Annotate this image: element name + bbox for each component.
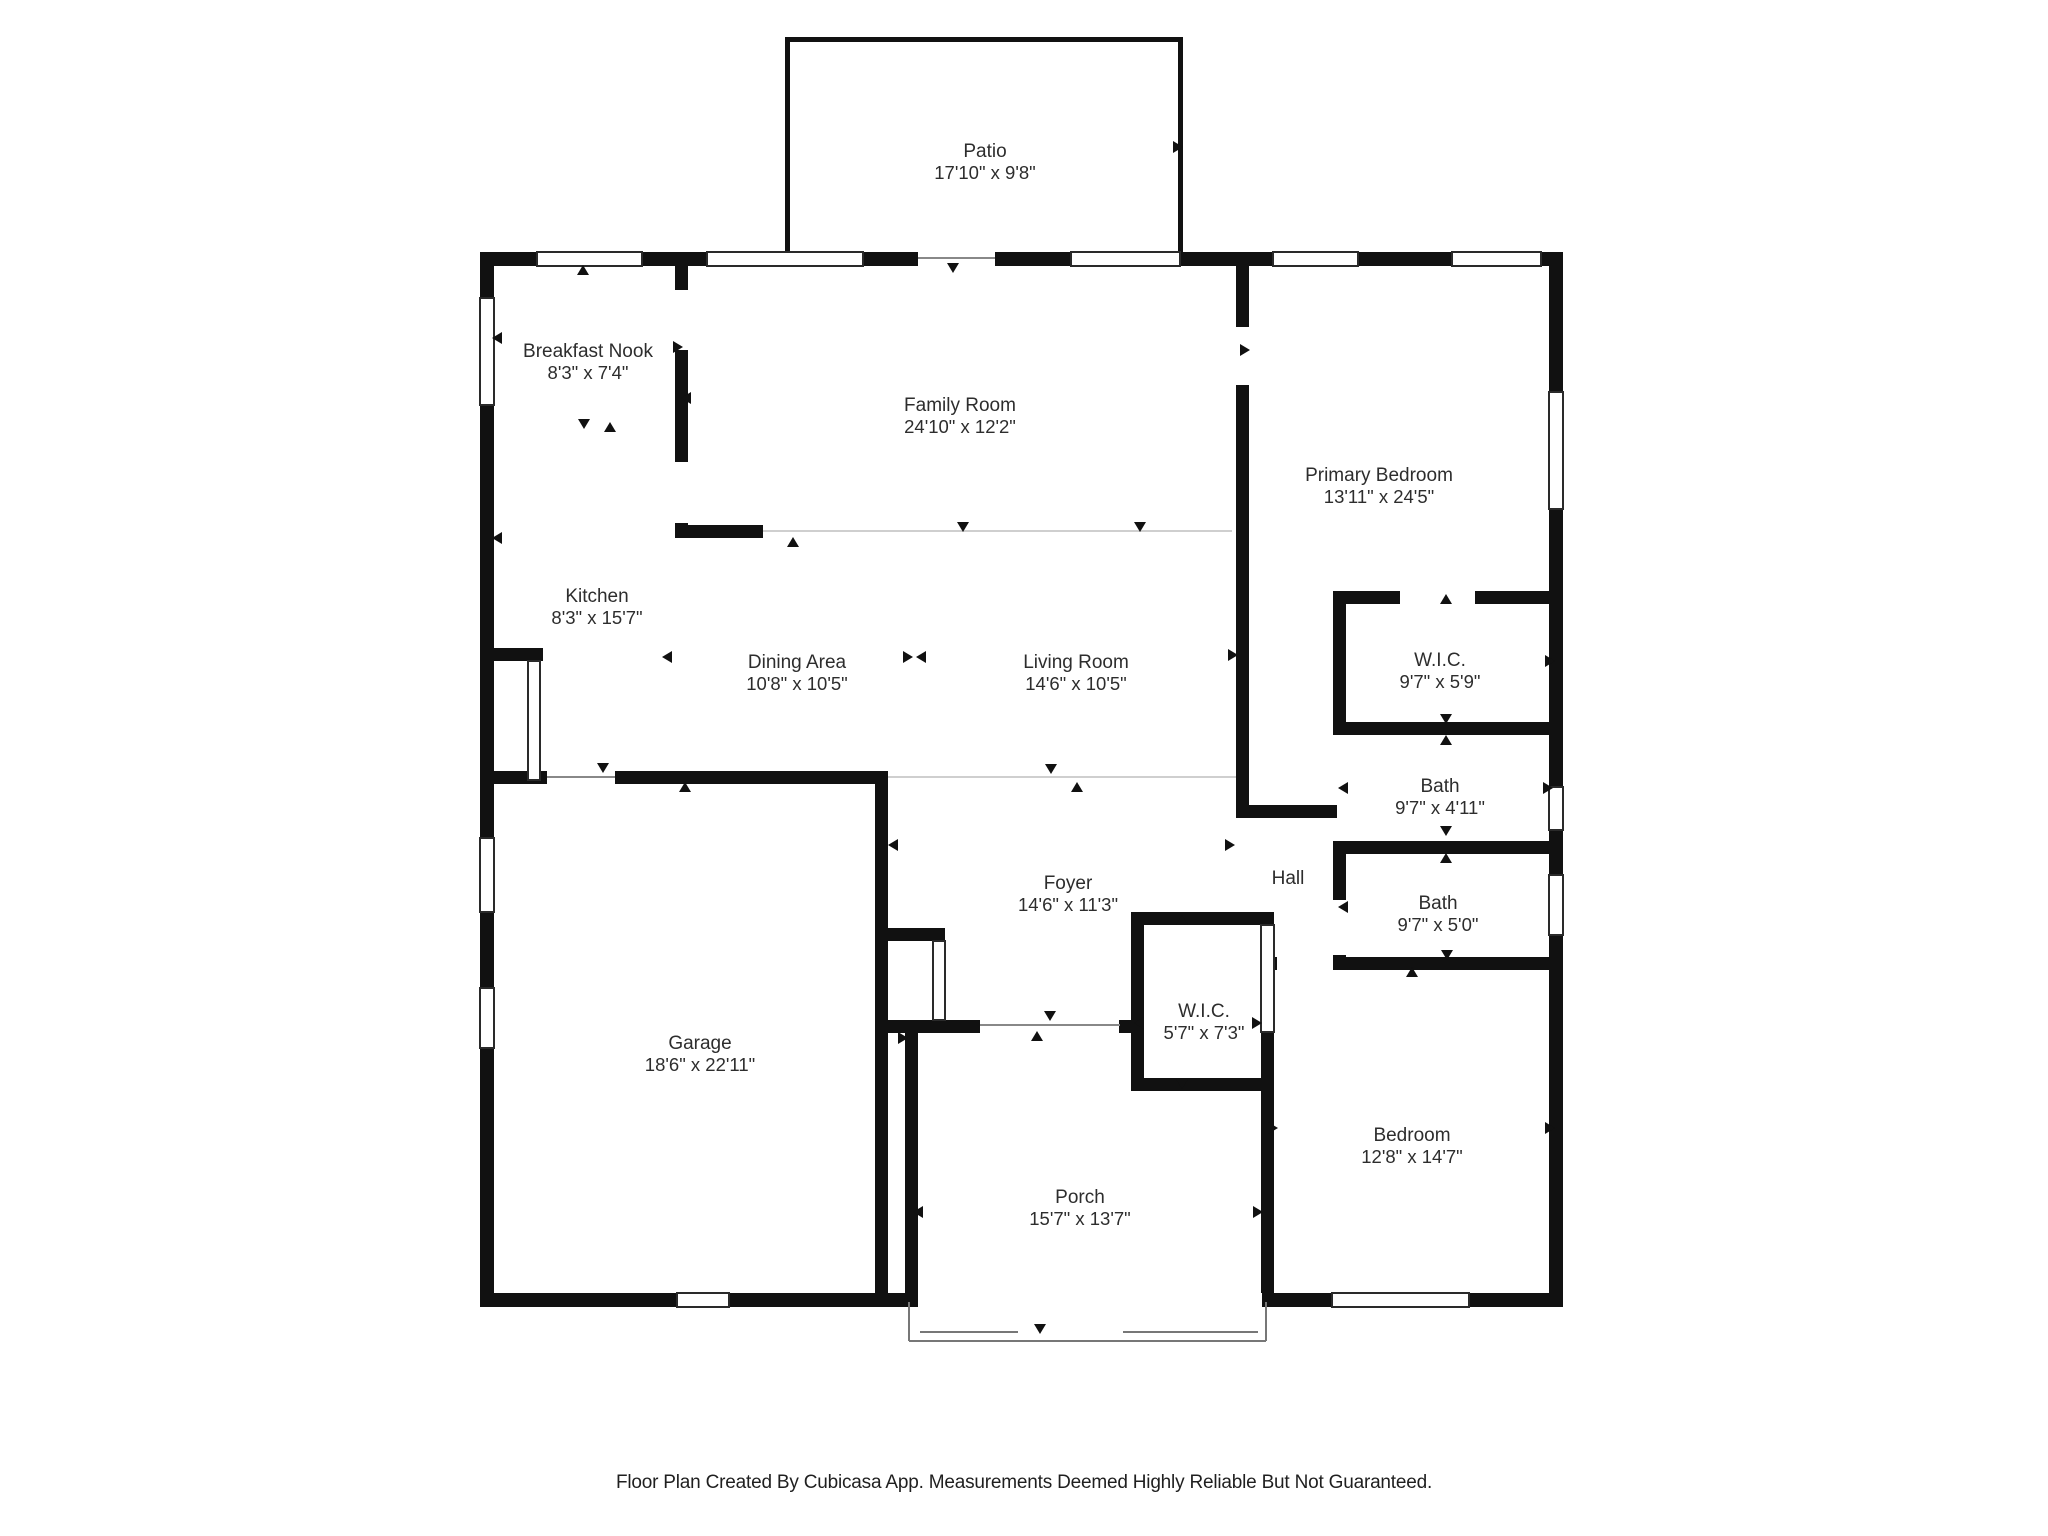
door-arrow-icon	[1225, 839, 1235, 851]
window-icon	[480, 838, 494, 912]
wall-segment	[480, 912, 494, 988]
wall-segment	[1131, 912, 1274, 925]
wall-segment	[995, 252, 1071, 266]
room-label-hall	[1272, 868, 1305, 889]
door-arrow-icon	[662, 651, 672, 663]
wall-segment	[729, 1293, 918, 1307]
room-name: Garage	[668, 1033, 732, 1054]
room-label-family-room	[904, 395, 1016, 437]
room-name: Dining Area	[747, 652, 847, 673]
door-arrow-icon	[1338, 782, 1348, 794]
wall-segment	[1131, 1078, 1274, 1091]
room-dimensions: 15'7" x 13'7"	[1029, 1208, 1131, 1229]
room-name: Bedroom	[1373, 1125, 1451, 1146]
window-icon	[480, 988, 494, 1048]
room-label-kitchen	[551, 586, 642, 628]
door-arrow-icon	[1044, 1011, 1056, 1021]
room-label-patio	[934, 141, 1035, 183]
wall-segment	[1236, 805, 1337, 818]
room-name: Hall	[1271, 868, 1305, 889]
wall-segment	[615, 771, 888, 784]
door-arrow-icon	[1240, 344, 1250, 356]
room-dimensions: 13'11" x 24'5"	[1323, 486, 1435, 507]
wall-segment	[1261, 1090, 1274, 1293]
wall-segment	[905, 1033, 918, 1293]
door-arrow-icon	[947, 263, 959, 273]
window-icon	[1452, 252, 1541, 266]
room-dimensions: 9'7" x 4'11"	[1395, 797, 1485, 818]
room-dimensions: 14'6" x 11'3"	[1017, 894, 1119, 915]
door-arrow-icon	[903, 651, 913, 663]
room-label-breakfast-nook	[523, 341, 653, 383]
window-icon	[528, 661, 540, 780]
wall-segment	[1549, 830, 1563, 875]
room-label-garage	[645, 1033, 755, 1075]
window-icon	[677, 1293, 729, 1307]
wall-segment	[1236, 385, 1249, 808]
wall-segment	[1333, 957, 1549, 970]
window-icon	[1332, 1293, 1469, 1307]
wall-segment	[1262, 1293, 1332, 1307]
door-arrow-icon	[1045, 764, 1057, 774]
room-label-primary-bedroom	[1305, 465, 1453, 507]
wall-segment	[675, 266, 688, 290]
room-name: Bath	[1420, 776, 1460, 797]
room-label-living-room	[1023, 652, 1129, 694]
room-name: Porch	[1055, 1187, 1105, 1208]
room-name: Kitchen	[565, 586, 629, 607]
door-arrow-icon	[1338, 901, 1348, 913]
wall-segment	[1180, 252, 1273, 266]
room-dimensions: 8'3" x 15'7"	[551, 607, 643, 628]
window-icon	[1549, 787, 1563, 830]
room-label-wic-primary	[1400, 650, 1481, 692]
wall-segment	[1549, 252, 1563, 392]
door-arrow-icon	[604, 422, 616, 432]
window-icon	[1071, 252, 1180, 266]
wall-segment	[1333, 854, 1346, 900]
room-label-wic-hall	[1164, 1001, 1245, 1043]
wall-segment	[1131, 925, 1144, 1090]
window-icon	[933, 941, 945, 1020]
door-arrow-icon	[1031, 1031, 1043, 1041]
wall-segment	[785, 37, 1183, 42]
wall-segment	[675, 525, 763, 538]
room-name: Primary Bedroom	[1305, 465, 1453, 486]
wall-segment	[785, 37, 790, 252]
room-name: Foyer	[1043, 873, 1093, 894]
room-dimensions: 24'10" x 12'2"	[904, 416, 1016, 437]
wall-segment	[885, 928, 945, 941]
room-label-foyer	[1018, 873, 1118, 915]
room-label-bedroom	[1361, 1125, 1462, 1167]
wall-segment	[1333, 722, 1549, 735]
wall-segment	[480, 1048, 494, 1307]
room-name: Patio	[963, 141, 1007, 162]
wall-segment	[863, 252, 918, 266]
door-arrow-icon	[597, 763, 609, 773]
wall-segment	[480, 405, 494, 838]
door-arrow-icon	[1440, 735, 1452, 745]
room-dimensions: 5'7" x 7'3"	[1163, 1022, 1245, 1043]
room-label-bath-primary	[1395, 776, 1485, 818]
room-dimensions: 18'6" x 22'11"	[644, 1054, 756, 1075]
room-dimensions: 9'7" x 5'9"	[1399, 671, 1481, 692]
door-arrow-icon	[1440, 853, 1452, 863]
window-icon	[1549, 392, 1563, 509]
door-arrow-icon	[578, 419, 590, 429]
wall-segment	[480, 252, 494, 298]
wall-segment	[642, 252, 707, 266]
room-name: Breakfast Nook	[523, 341, 653, 362]
door-arrow-icon	[787, 537, 799, 547]
door-arrow-icon	[1071, 782, 1083, 792]
room-name: W.I.C.	[1414, 650, 1466, 671]
room-dimensions: 17'10" x 9'8"	[934, 162, 1036, 183]
wall-segment	[1333, 841, 1549, 854]
room-dimensions: 12'8" x 14'7"	[1361, 1146, 1463, 1167]
window-icon	[1273, 252, 1358, 266]
wall-segment	[1549, 935, 1563, 1307]
room-label-porch	[1029, 1187, 1130, 1229]
room-dimensions: 8'3" x 7'4"	[547, 362, 629, 383]
wall-segment	[1236, 266, 1249, 327]
wall-segment	[1358, 252, 1452, 266]
window-icon	[1261, 925, 1274, 1032]
room-name: W.I.C.	[1178, 1001, 1230, 1022]
wall-segment	[1549, 509, 1563, 787]
room-name: Bath	[1418, 893, 1458, 914]
window-icon	[480, 298, 494, 405]
window-icon	[707, 252, 863, 266]
window-icon	[1549, 875, 1563, 935]
wall-segment	[1333, 591, 1346, 733]
room-name: Living Room	[1023, 652, 1129, 673]
room-label-dining-area	[746, 652, 847, 694]
door-arrow-icon	[1440, 594, 1452, 604]
room-name: Family Room	[904, 395, 1016, 416]
wall-segment	[494, 648, 543, 661]
wall-segment	[480, 1293, 677, 1307]
wall-segment	[675, 350, 688, 462]
room-dimensions: 14'6" x 10'5"	[1025, 673, 1127, 694]
room-dimensions: 10'8" x 10'5"	[746, 673, 848, 694]
window-icon	[537, 252, 642, 266]
door-arrow-icon	[1440, 826, 1452, 836]
wall-segment	[1475, 591, 1549, 604]
footer-disclaimer: Floor Plan Created By Cubicasa App. Measurements Deemed Highly Reliable But Not Guaranteed.	[615, 1472, 1433, 1493]
door-arrow-icon	[916, 651, 926, 663]
room-dimensions: 9'7" x 5'0"	[1397, 914, 1479, 935]
room-label-bath-hall	[1398, 893, 1479, 935]
wall-segment	[885, 1020, 980, 1033]
door-arrow-icon	[1034, 1324, 1046, 1334]
door-arrow-icon	[888, 839, 898, 851]
wall-segment	[1469, 1293, 1563, 1307]
